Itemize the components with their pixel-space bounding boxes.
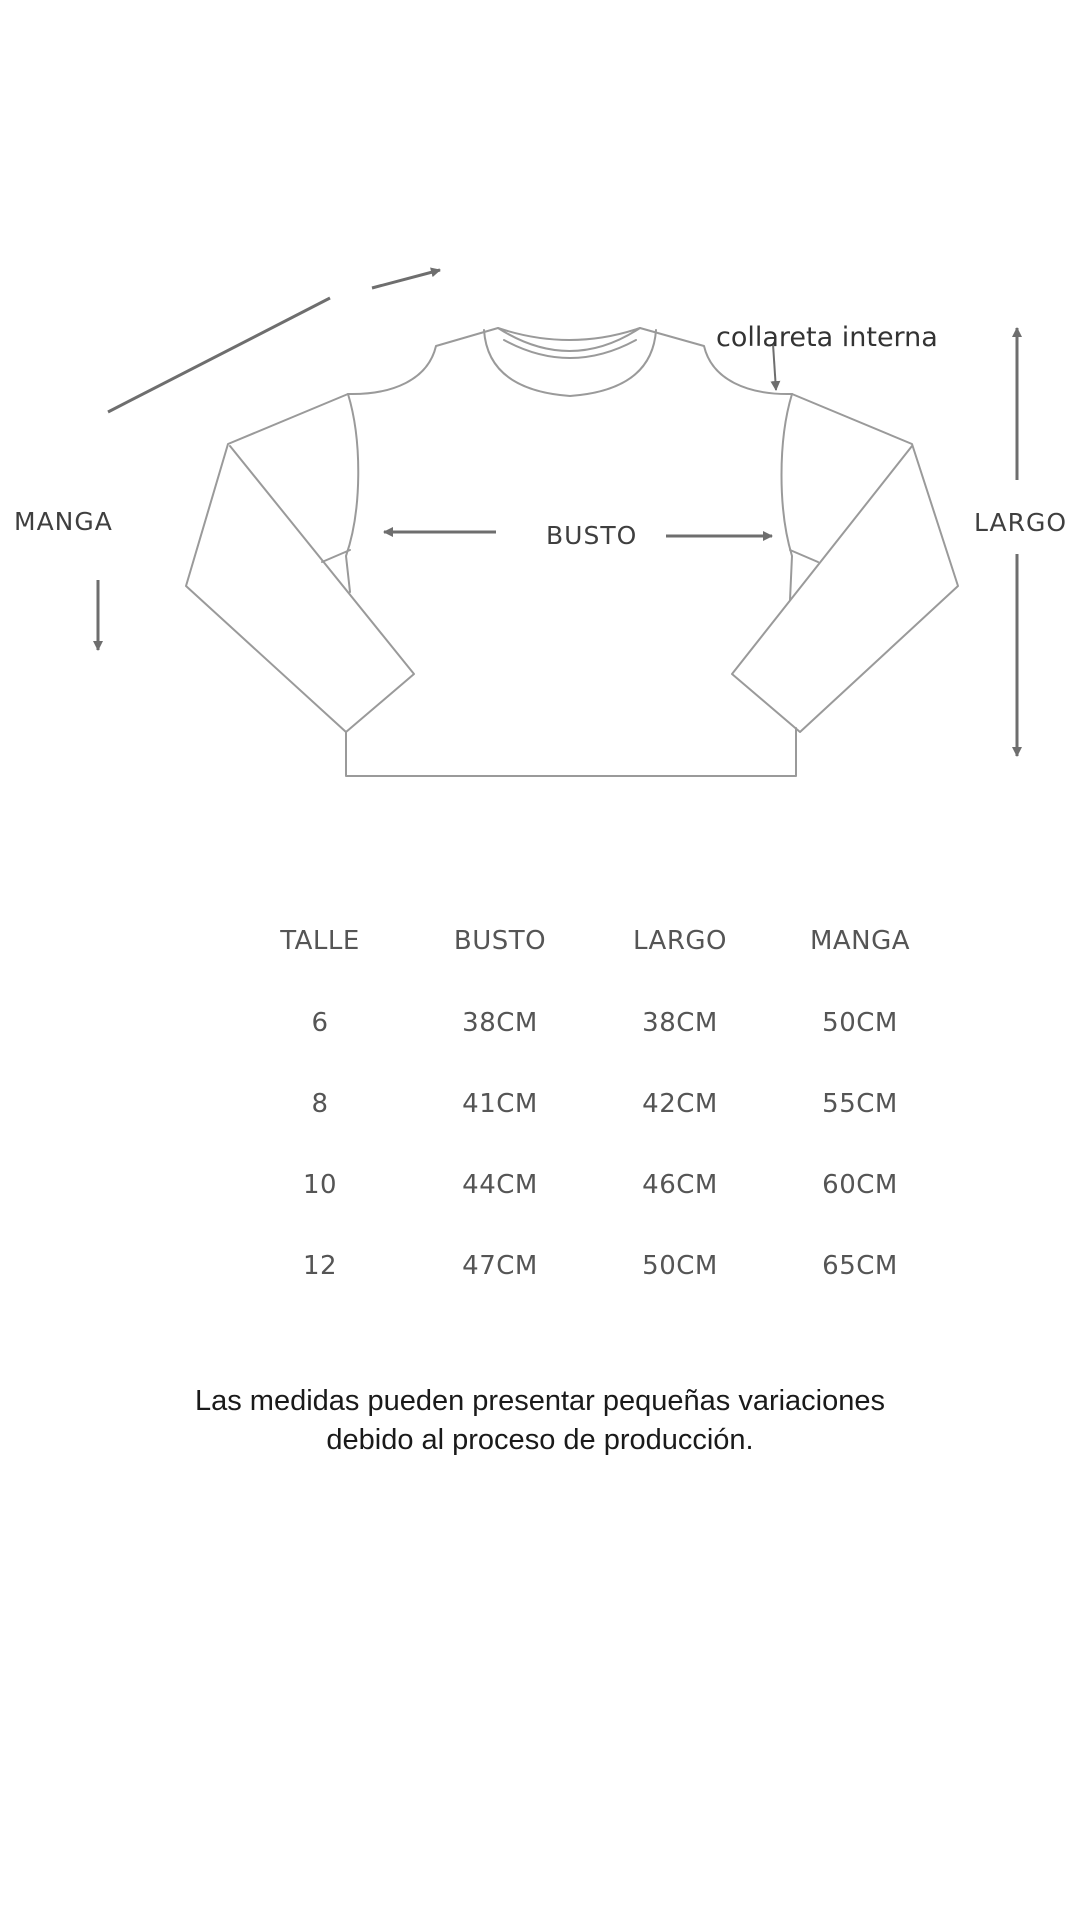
table-row (230, 982, 950, 1063)
table-row (230, 1225, 950, 1306)
cell-busto: 47CM (462, 1250, 538, 1281)
disclaimer-line-2: debido al proceso de producción. (326, 1424, 754, 1456)
header-manga: MANGA (809, 926, 911, 956)
cell-busto: 44CM (462, 1169, 538, 1200)
cell-manga: 65CM (822, 1250, 898, 1281)
cell-largo: 46CM (642, 1169, 718, 1200)
size-table (230, 900, 950, 1306)
cell-talle: 12 (302, 1250, 338, 1281)
cell-largo: 42CM (642, 1088, 718, 1119)
cell-manga: 60CM (822, 1169, 898, 1200)
disclaimer-line-1: Las medidas pueden presentar pequeñas variaciones (194, 1385, 886, 1417)
cell-talle: 10 (302, 1169, 338, 1200)
busto-label: BUSTO (546, 521, 638, 550)
table-row (230, 1063, 950, 1144)
cell-talle: 8 (311, 1088, 329, 1119)
table-header-row (230, 900, 950, 982)
sweatshirt-outline-icon (0, 0, 1080, 820)
header-talle: TALLE (280, 926, 360, 956)
cell-talle: 6 (311, 1007, 329, 1038)
cell-largo: 38CM (642, 1007, 718, 1038)
cell-largo: 50CM (642, 1250, 718, 1281)
table-row (230, 1144, 950, 1225)
cell-busto: 38CM (462, 1007, 538, 1038)
largo-label: LARGO (974, 508, 1068, 537)
garment-diagram (0, 0, 1080, 820)
arrow-right-icon (372, 270, 440, 288)
manga-label: MANGA (14, 507, 113, 536)
disclaimer-text (0, 1382, 1080, 1460)
cell-busto: 41CM (462, 1088, 538, 1119)
garment-body (186, 328, 958, 776)
cell-manga: 55CM (822, 1088, 898, 1119)
header-largo: LARGO (632, 926, 728, 956)
manga-guide-line (108, 298, 330, 412)
cell-manga: 50CM (822, 1007, 898, 1038)
collar-label: collareta interna (716, 322, 938, 353)
header-busto: BUSTO (453, 926, 547, 956)
